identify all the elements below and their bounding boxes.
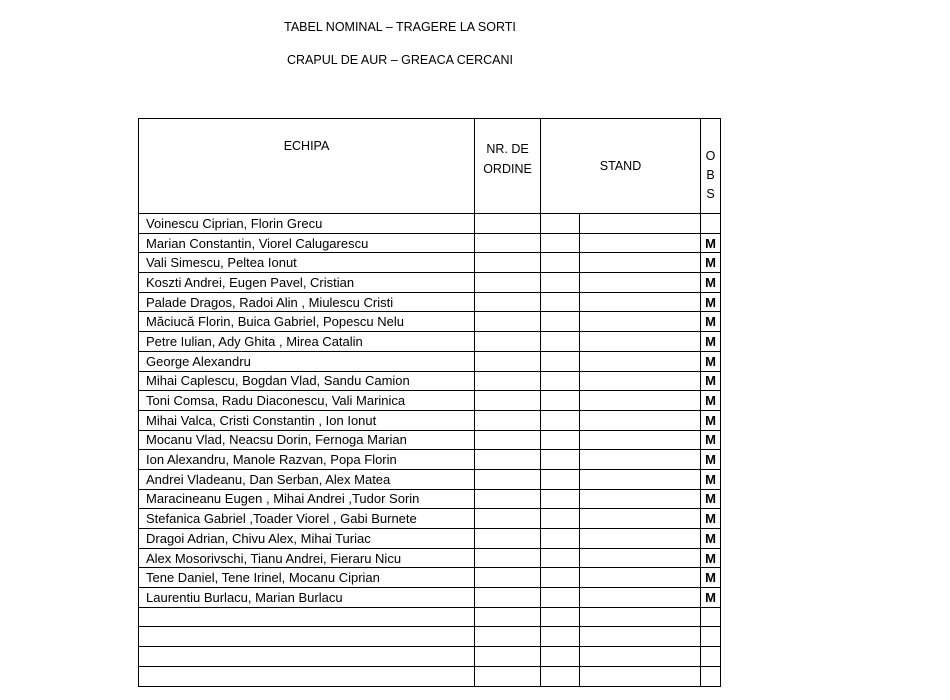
team-cell: Voinescu Ciprian, Florin Grecu xyxy=(139,214,475,234)
table-row xyxy=(139,214,721,234)
table-row xyxy=(139,292,721,312)
obs-cell: M xyxy=(701,371,721,391)
obs-cell: M xyxy=(701,410,721,430)
nr-ordine-cell xyxy=(475,529,541,549)
nr-ordine-cell xyxy=(475,666,541,686)
stand-cell-b xyxy=(580,489,701,509)
nr-ordine-cell xyxy=(475,371,541,391)
header-stand: STAND xyxy=(541,119,701,214)
header-row xyxy=(139,119,721,214)
stand-cell-a xyxy=(541,469,580,489)
team-cell xyxy=(139,627,475,647)
stand-cell-b xyxy=(580,410,701,430)
nr-ordine-cell xyxy=(475,509,541,529)
document-subtitle: CRAPUL DE AUR – GREACA CERCANI xyxy=(287,53,513,67)
obs-cell: M xyxy=(701,450,721,470)
nr-ordine-cell xyxy=(475,410,541,430)
obs-cell xyxy=(701,666,721,686)
stand-cell-a xyxy=(541,489,580,509)
document-title: TABEL NOMINAL – TRAGERE LA SORTI xyxy=(284,20,516,34)
header-nr-de-ordine xyxy=(475,119,541,214)
table-row xyxy=(139,607,721,627)
nr-ordine-cell xyxy=(475,214,541,234)
obs-cell xyxy=(701,607,721,627)
stand-cell-a xyxy=(541,607,580,627)
table-row xyxy=(139,391,721,411)
obs-cell: M xyxy=(701,529,721,549)
nr-ordine-cell xyxy=(475,391,541,411)
team-cell: Tene Daniel, Tene Irinel, Mocanu Ciprian xyxy=(139,568,475,588)
table-row xyxy=(139,469,721,489)
stand-cell-a xyxy=(541,292,580,312)
obs-cell: M xyxy=(701,568,721,588)
table-row xyxy=(139,332,721,352)
stand-cell-b xyxy=(580,253,701,273)
stand-cell-b xyxy=(580,647,701,667)
obs-cell: M xyxy=(701,351,721,371)
team-cell: Andrei Vladeanu, Dan Serban, Alex Matea xyxy=(139,469,475,489)
stand-cell-a xyxy=(541,391,580,411)
table-row xyxy=(139,312,721,332)
stand-cell-b xyxy=(580,391,701,411)
header-obs-s: S xyxy=(706,186,715,201)
team-cell: Toni Comsa, Radu Diaconescu, Vali Marinica xyxy=(139,391,475,411)
team-cell xyxy=(139,666,475,686)
nr-ordine-cell xyxy=(475,588,541,608)
stand-cell-b xyxy=(580,273,701,293)
table-row xyxy=(139,351,721,371)
team-cell xyxy=(139,647,475,667)
header-echipa: ECHIPA xyxy=(139,119,475,214)
stand-cell-b xyxy=(580,351,701,371)
stand-cell-a xyxy=(541,233,580,253)
stand-cell-b xyxy=(580,509,701,529)
table-row xyxy=(139,371,721,391)
nr-ordine-cell xyxy=(475,469,541,489)
team-cell xyxy=(139,607,475,627)
nr-ordine-cell xyxy=(475,273,541,293)
obs-cell: M xyxy=(701,391,721,411)
obs-cell: M xyxy=(701,509,721,529)
stand-cell-b xyxy=(580,529,701,549)
nr-ordine-cell xyxy=(475,312,541,332)
stand-cell-b xyxy=(580,568,701,588)
obs-cell: M xyxy=(701,273,721,293)
stand-cell-b xyxy=(580,588,701,608)
stand-cell-b xyxy=(580,548,701,568)
table-row xyxy=(139,666,721,686)
stand-cell-b xyxy=(580,450,701,470)
obs-cell: M xyxy=(701,332,721,352)
stand-cell-a xyxy=(541,371,580,391)
team-cell: Alex Mosorivschi, Tianu Andrei, Fieraru Nicu xyxy=(139,548,475,568)
stand-cell-a xyxy=(541,509,580,529)
stand-cell-a xyxy=(541,312,580,332)
stand-cell-b xyxy=(580,332,701,352)
team-cell: Petre Iulian, Ady Ghita , Mirea Catalin xyxy=(139,332,475,352)
team-cell: Dragoi Adrian, Chivu Alex, Mihai Turiac xyxy=(139,529,475,549)
stand-cell-b xyxy=(580,430,701,450)
table-row xyxy=(139,548,721,568)
stand-cell-a xyxy=(541,351,580,371)
table-row xyxy=(139,529,721,549)
stand-cell-a xyxy=(541,666,580,686)
header-obs-b: B xyxy=(706,167,715,182)
stand-cell-b xyxy=(580,666,701,686)
nr-ordine-cell xyxy=(475,568,541,588)
draw-table xyxy=(138,118,721,687)
table-row xyxy=(139,233,721,253)
obs-cell: M xyxy=(701,469,721,489)
table-row xyxy=(139,253,721,273)
table-row xyxy=(139,627,721,647)
stand-cell-a xyxy=(541,214,580,234)
stand-cell-b xyxy=(580,312,701,332)
stand-cell-a xyxy=(541,253,580,273)
stand-cell-a xyxy=(541,647,580,667)
nr-ordine-cell xyxy=(475,332,541,352)
nr-ordine-cell xyxy=(475,548,541,568)
stand-cell-b xyxy=(580,214,701,234)
nr-ordine-cell xyxy=(475,607,541,627)
team-cell: Mihai Valca, Cristi Constantin , Ion Ionut xyxy=(139,410,475,430)
team-cell: Vali Simescu, Peltea Ionut xyxy=(139,253,475,273)
stand-cell-b xyxy=(580,292,701,312)
table-row xyxy=(139,568,721,588)
obs-cell: M xyxy=(701,253,721,273)
team-cell: Ion Alexandru, Manole Razvan, Popa Florin xyxy=(139,450,475,470)
obs-cell: M xyxy=(701,588,721,608)
team-cell: Mihai Caplescu, Bogdan Vlad, Sandu Camion xyxy=(139,371,475,391)
stand-cell-b xyxy=(580,607,701,627)
nr-ordine-cell xyxy=(475,292,541,312)
team-cell: Stefanica Gabriel ,Toader Viorel , Gabi Burnete xyxy=(139,509,475,529)
stand-cell-b xyxy=(580,233,701,253)
team-cell: Mocanu Vlad, Neacsu Dorin, Fernoga Marian xyxy=(139,430,475,450)
nr-ordine-cell xyxy=(475,647,541,667)
team-cell: Marian Constantin, Viorel Calugarescu xyxy=(139,233,475,253)
stand-cell-a xyxy=(541,568,580,588)
obs-cell: M xyxy=(701,489,721,509)
team-cell: Maracineanu Eugen , Mihai Andrei ,Tudor Sorin xyxy=(139,489,475,509)
table-row xyxy=(139,647,721,667)
nr-ordine-cell xyxy=(475,489,541,509)
obs-cell: M xyxy=(701,548,721,568)
table-row xyxy=(139,588,721,608)
header-nr-line1: NR. DE xyxy=(486,142,529,156)
team-cell: George Alexandru xyxy=(139,351,475,371)
obs-cell: M xyxy=(701,233,721,253)
nr-ordine-cell xyxy=(475,351,541,371)
obs-cell xyxy=(701,627,721,647)
table-row xyxy=(139,273,721,293)
team-cell: Măciucă Florin, Buica Gabriel, Popescu Nelu xyxy=(139,312,475,332)
nr-ordine-cell xyxy=(475,430,541,450)
stand-cell-a xyxy=(541,588,580,608)
table-row xyxy=(139,450,721,470)
header-obs xyxy=(701,119,721,214)
obs-cell xyxy=(701,214,721,234)
stand-cell-a xyxy=(541,548,580,568)
stand-cell-a xyxy=(541,627,580,647)
stand-cell-a xyxy=(541,410,580,430)
stand-cell-a xyxy=(541,529,580,549)
team-cell: Laurentiu Burlacu, Marian Burlacu xyxy=(139,588,475,608)
stand-cell-a xyxy=(541,332,580,352)
team-cell: Koszti Andrei, Eugen Pavel, Cristian xyxy=(139,273,475,293)
nr-ordine-cell xyxy=(475,450,541,470)
nr-ordine-cell xyxy=(475,627,541,647)
stand-cell-a xyxy=(541,430,580,450)
header-nr-line2: ORDINE xyxy=(483,162,532,176)
table-row xyxy=(139,410,721,430)
obs-cell: M xyxy=(701,292,721,312)
table-row xyxy=(139,509,721,529)
table-row xyxy=(139,430,721,450)
header-obs-o: O xyxy=(705,148,716,163)
team-cell: Palade Dragos, Radoi Alin , Miulescu Cristi xyxy=(139,292,475,312)
stand-cell-a xyxy=(541,450,580,470)
obs-cell: M xyxy=(701,312,721,332)
nr-ordine-cell xyxy=(475,253,541,273)
stand-cell-b xyxy=(580,469,701,489)
stand-cell-a xyxy=(541,273,580,293)
table-row xyxy=(139,489,721,509)
obs-cell: M xyxy=(701,430,721,450)
stand-cell-b xyxy=(580,371,701,391)
stand-cell-b xyxy=(580,627,701,647)
obs-cell xyxy=(701,647,721,667)
nr-ordine-cell xyxy=(475,233,541,253)
